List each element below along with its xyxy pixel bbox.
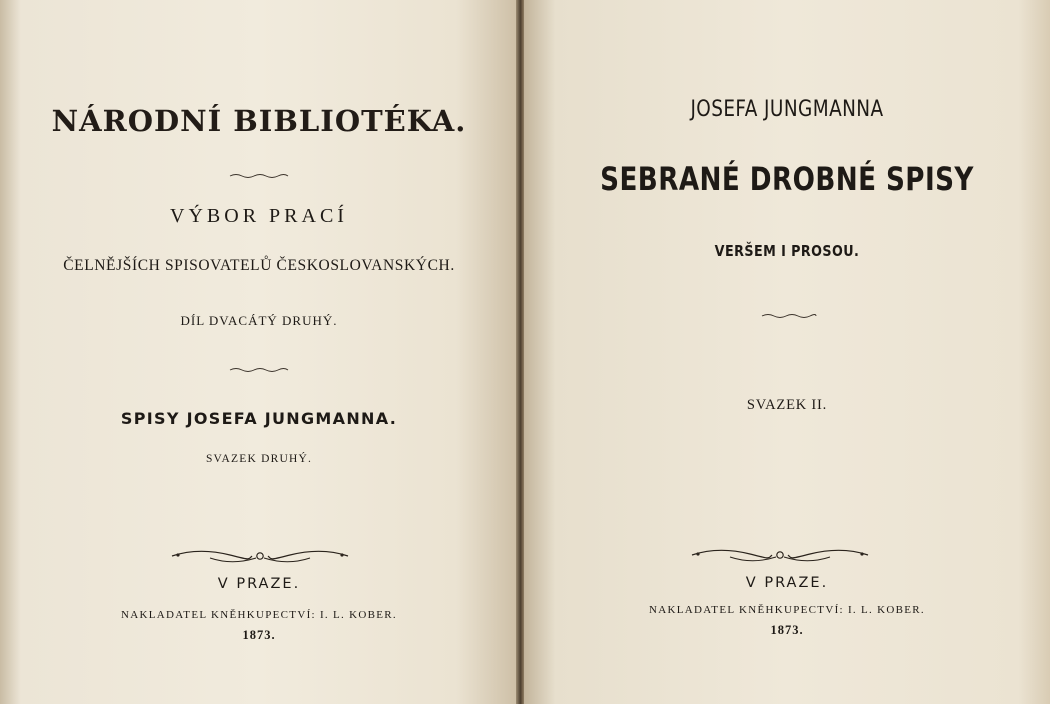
imprint-place: V PRAZE. [217,576,301,592]
work-title: SPISY JOSEFA JUNGMANNA. [120,409,398,428]
imprint-publisher: NAKLADATEL KNĚHKUPECTVÍ: I. L. KOBER. [649,604,925,616]
book-title: SEBRANÉ DROBNÉ SPISY [600,160,974,198]
volume-label: SVAZEK DRUHÝ. [205,453,313,465]
book-subtitle: VERŠEM I PROSOU. [714,242,860,260]
left-page [0,0,518,704]
imprint-place: V PRAZE. [745,575,829,591]
flourish-ornament [170,546,350,566]
imprint-publisher: NAKLADATEL KNĚHKUPECTVÍ: I. L. KOBER. [121,609,397,621]
collection-title: VÝBOR PRACÍ [170,205,348,227]
show-through-text [0,178,518,196]
right-page [524,0,1050,704]
small-rule-ornament [760,312,818,320]
author-name: JOSEFA JUNGMANNA [690,96,884,122]
small-rule-ornament [228,172,290,180]
small-rule-ornament [228,366,290,374]
imprint-year: 1873. [770,623,804,637]
series-title: NÁRODNÍ BIBLIOTÉKA. [51,104,467,138]
part-number: DÍL DVACÁTÝ DRUHÝ. [180,313,338,328]
imprint-year: 1873. [242,628,276,642]
collection-subtitle: ČELNĚJŠÍCH SPISOVATELŮ ČESKOSLOVANSKÝCH. [63,257,455,274]
flourish-ornament [690,545,870,565]
volume-label: SVAZEK II. [746,397,828,413]
